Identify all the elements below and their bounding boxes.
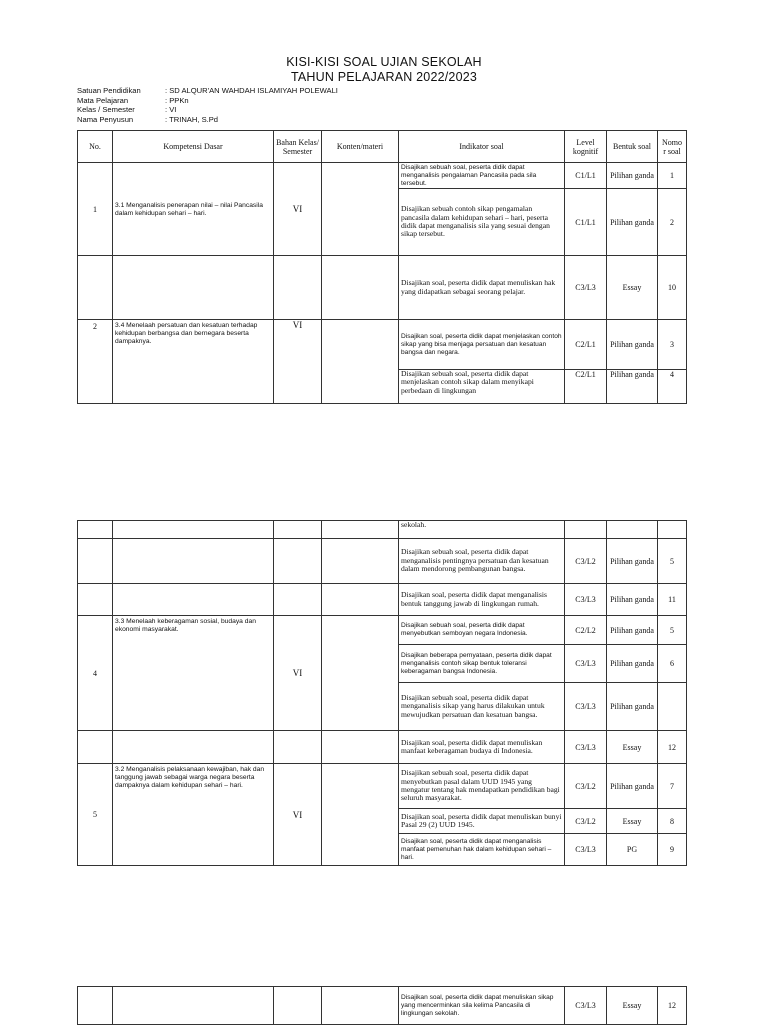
bentuk-cell: Essay bbox=[607, 256, 658, 320]
meta-row-author: Nama Penyusun : TRINAH, S.Pd bbox=[77, 114, 219, 124]
indikator-cell: Disajikan soal, peserta didik dapat menganalisis manfaat pemenuhan hak dalam kehidupan sehari – hari. bbox=[399, 834, 565, 866]
meta-row-class: Kelas / Semester : VI bbox=[77, 105, 177, 114]
nomor-cell: 10 bbox=[658, 256, 687, 320]
row-number: 2 bbox=[78, 320, 113, 404]
nomor-cell: 12 bbox=[658, 731, 687, 764]
col-header-indikator: Indikator soal bbox=[399, 131, 565, 163]
level-cell: C3/L3 bbox=[565, 645, 607, 683]
table-row bbox=[78, 320, 687, 370]
nomor-cell: 9 bbox=[658, 834, 687, 866]
kelas-cell: VI bbox=[274, 163, 322, 256]
level-cell: C3/L2 bbox=[565, 809, 607, 834]
kompetensi-dasar: 3.2 Menganalisis pelaksanaan kewajiban, hak dan tanggung jawab sebagai warga negara beserta dampaknya dalam kehidupan sehari – hari. bbox=[113, 764, 274, 866]
bentuk-cell: Pilihan ganda bbox=[607, 189, 658, 256]
indikator-cell: Disajikan soal, peserta didik dapat menuliskan hak yang didapatkan sebagai seorang pelajar. bbox=[399, 256, 565, 320]
bentuk-cell: Pilihan ganda bbox=[607, 370, 658, 404]
row-number: 1 bbox=[78, 163, 113, 256]
table-row bbox=[78, 616, 687, 645]
level-cell: C3/L3 bbox=[565, 731, 607, 764]
level-cell: C3/L3 bbox=[565, 834, 607, 866]
indikator-cell: Disajikan soal, peserta didik dapat menuliskan bunyi Pasal 29 (2) UUD 1945. bbox=[399, 809, 565, 834]
bentuk-cell: Pilihan ganda bbox=[607, 683, 658, 731]
bentuk-cell: Essay bbox=[607, 987, 658, 1025]
bentuk-cell: Essay bbox=[607, 809, 658, 834]
nomor-cell: 7 bbox=[658, 764, 687, 809]
row-number: 4 bbox=[78, 616, 113, 731]
kisi-table-2 bbox=[77, 520, 687, 866]
bentuk-cell: Pilihan ganda bbox=[607, 764, 658, 809]
col-header-no: No. bbox=[78, 131, 113, 163]
level-cell: C3/L3 bbox=[565, 987, 607, 1025]
nomor-cell: 4 bbox=[658, 370, 687, 404]
kompetensi-dasar: 3.4 Menelaah persatuan dan kesatuan terhadap kehidupan berbangsa dan bernegara beserta dampaknya. bbox=[113, 320, 274, 404]
table-row bbox=[78, 521, 687, 539]
bentuk-cell: Essay bbox=[607, 731, 658, 764]
indikator-cell: Disajikan sebuah soal, peserta didik dapat menganalisis pengalaman Pancasila pada sila tersebut. bbox=[399, 163, 565, 189]
indikator-cell: Disajikan sebuah soal, peserta didik dapat menganalisis sikap yang harus dilakukan untuk mewujudkan persatuan dan kesatuan bangsa. bbox=[399, 683, 565, 731]
nomor-cell: 5 bbox=[658, 539, 687, 584]
table-row bbox=[78, 584, 687, 616]
indikator-cell: Disajikan soal, peserta didik dapat menganalisis bentuk tanggung jawab di lingkungan rumah. bbox=[399, 584, 565, 616]
nomor-cell bbox=[658, 683, 687, 731]
meta-row-subject: Mata Pelajaran : PPKn bbox=[77, 95, 189, 105]
kompetensi-dasar: 3.1 Menganalisis penerapan nilai – nilai Pancasila dalam kehidupan sehari – hari. bbox=[113, 163, 274, 256]
level-cell: C3/L3 bbox=[565, 584, 607, 616]
level-cell: C3/L3 bbox=[565, 683, 607, 731]
konten-cell bbox=[322, 764, 399, 866]
bentuk-cell: Pilihan ganda bbox=[607, 645, 658, 683]
nomor-cell: 2 bbox=[658, 189, 687, 256]
level-cell: C2/L1 bbox=[565, 370, 607, 404]
indikator-cell: Disajikan sebuah soal, peserta didik dapat menganalisis pentingnya persatuan dan kesatuan dalam mendorong pembangunan bangsa. bbox=[399, 539, 565, 584]
kompetensi-dasar: 3.3 Menelaah keberagaman sosial, budaya dan ekonomi masyarakat. bbox=[113, 616, 274, 731]
level-cell: C1/L1 bbox=[565, 163, 607, 189]
table-row bbox=[78, 163, 687, 189]
konten-cell bbox=[322, 320, 399, 404]
col-header-konten: Konten/materi bbox=[322, 131, 399, 163]
konten-cell bbox=[322, 616, 399, 731]
indikator-cell: Disajikan soal, peserta didik dapat menuliskan sikap yang mencerminkan sila kelima Pancasila di lingkungan sekolah. bbox=[399, 987, 565, 1025]
document-title-line2: TAHUN PELAJARAN 2022/2023 bbox=[290, 70, 478, 84]
col-header-kd: Kompetensi Dasar bbox=[113, 131, 274, 163]
bentuk-cell: Pilihan ganda bbox=[607, 163, 658, 189]
nomor-cell: 12 bbox=[658, 987, 687, 1025]
kisi-table-3 bbox=[77, 986, 687, 1025]
nomor-cell: 11 bbox=[658, 584, 687, 616]
level-cell: C3/L2 bbox=[565, 764, 607, 809]
kelas-cell: VI bbox=[274, 764, 322, 866]
row-number: 5 bbox=[78, 764, 113, 866]
nomor-cell: 3 bbox=[658, 320, 687, 370]
kelas-cell: VI bbox=[274, 320, 322, 404]
table-row bbox=[78, 256, 687, 320]
nomor-cell: 5 bbox=[658, 616, 687, 645]
col-header-kelas: Bahan Kelas/ Semester bbox=[274, 131, 322, 163]
table-row bbox=[78, 764, 687, 809]
level-cell: C3/L2 bbox=[565, 539, 607, 584]
indikator-cell: sekolah. bbox=[399, 521, 565, 539]
indikator-cell: Disajikan sebuah contoh sikap pengamalan pancasila dalam kehidupan sehari – hari, peserta didik dapat menganalisis sila yang sesuai dengan sikap tersebut. bbox=[399, 189, 565, 256]
bentuk-cell: PG bbox=[607, 834, 658, 866]
nomor-cell: 8 bbox=[658, 809, 687, 834]
bentuk-cell: Pilihan ganda bbox=[607, 320, 658, 370]
kelas-cell: VI bbox=[274, 616, 322, 731]
table-row bbox=[78, 731, 687, 764]
table-row bbox=[78, 987, 687, 1025]
indikator-cell: Disajikan beberapa pernyataan, peserta didik dapat menganalisis contoh sikap bentuk toleransi keberagaman bangsa Indonesia. bbox=[399, 645, 565, 683]
level-cell: C1/L1 bbox=[565, 189, 607, 256]
table-header-row bbox=[78, 131, 687, 163]
indikator-cell: Disajikan soal, peserta didik dapat menuliskan manfaat keberagaman budaya di Indonesia. bbox=[399, 731, 565, 764]
col-header-bentuk: Bentuk soal bbox=[607, 131, 658, 163]
bentuk-cell: Pilihan ganda bbox=[607, 539, 658, 584]
konten-cell bbox=[322, 163, 399, 256]
indikator-cell: Disajikan soal, peserta didik dapat menjelaskan contoh sikap yang bisa menjaga persatuan dan kesatuan bangsa dan negara. bbox=[399, 320, 565, 370]
document-title-line1: KISI-KISI SOAL UJIAN SEKOLAH bbox=[286, 55, 482, 69]
indikator-cell: Disajikan sebuah soal, peserta didik dapat menyebutkan pasal dalam UUD 1945 yang mengatur tentang hak mendapatkan pendidikan bagi seluruh masyarakat. bbox=[399, 764, 565, 809]
document-meta bbox=[77, 86, 338, 124]
indikator-cell: Disajikan sebuah soal, peserta didik dapat menjelaskan contoh sikap dalam menyikapi perbedaan di lingkungan bbox=[399, 370, 565, 404]
level-cell: C2/L2 bbox=[565, 616, 607, 645]
indikator-cell: Disajikan sebuah soal, peserta didik dapat menyebutkan semboyan negara Indonesia. bbox=[399, 616, 565, 645]
nomor-cell: 1 bbox=[658, 163, 687, 189]
table-row bbox=[78, 539, 687, 584]
nomor-cell: 6 bbox=[658, 645, 687, 683]
bentuk-cell: Pilihan ganda bbox=[607, 616, 658, 645]
kisi-table-1 bbox=[77, 130, 687, 404]
level-cell: C2/L1 bbox=[565, 320, 607, 370]
col-header-nomor: Nomo r soal bbox=[658, 131, 687, 163]
meta-row-school: Satuan Pendidikan : SD ALQUR'AN WAHDAH ISLAMIYAH POLEWALI bbox=[77, 86, 338, 95]
col-header-level: Level kognitif bbox=[565, 131, 607, 163]
level-cell: C3/L3 bbox=[565, 256, 607, 320]
bentuk-cell: Pilihan ganda bbox=[607, 584, 658, 616]
